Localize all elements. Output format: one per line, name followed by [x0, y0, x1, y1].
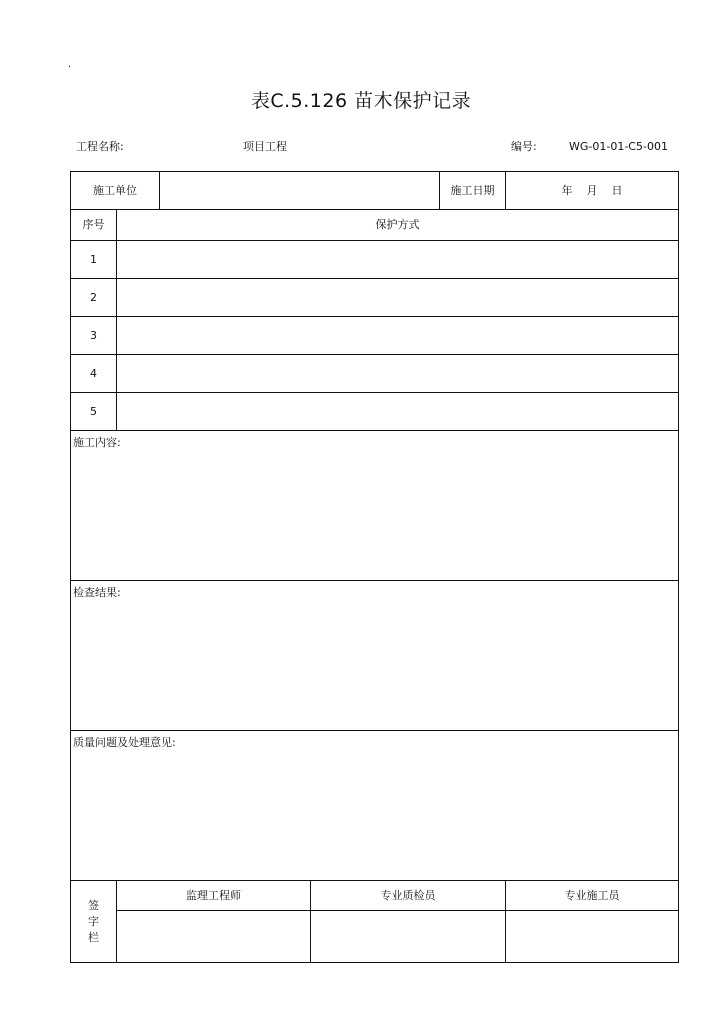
signature-column-label	[71, 881, 116, 962]
seq-header: 序号	[82, 218, 105, 231]
construction-date-field[interactable]: 年 月 日	[561, 183, 623, 197]
construction-content-label: 施工内容:	[73, 436, 121, 449]
supervising-engineer-signature-field[interactable]	[117, 911, 310, 962]
signature-char: 签	[88, 898, 99, 912]
row-method-field[interactable]	[117, 355, 678, 392]
supervising-engineer-label: 监理工程师	[186, 888, 241, 902]
construction-worker-signature-field[interactable]	[506, 911, 678, 962]
construction-unit-field[interactable]	[160, 172, 439, 209]
quality-issue-opinion-label: 质量问题及处理意见:	[73, 736, 176, 749]
construction-worker-label: 专业施工员	[564, 888, 620, 902]
quality-inspector-signature-field[interactable]	[311, 911, 505, 962]
construction-date-label: 施工日期	[450, 183, 495, 197]
page-mark: ·	[68, 62, 72, 73]
row-method-field[interactable]	[117, 279, 678, 316]
document-title: 表C.5.126 苗木保护记录	[250, 90, 472, 112]
row-seq: 5	[90, 404, 97, 418]
project-name-label: 工程名称:	[76, 140, 124, 153]
quality-inspector-label: 专业质检员	[380, 888, 436, 902]
protection-method-header: 保护方式	[375, 218, 420, 231]
row-seq: 2	[90, 290, 97, 304]
row-method-field[interactable]	[117, 317, 678, 354]
row-method-field[interactable]	[117, 241, 678, 278]
row-method-field[interactable]	[117, 393, 678, 430]
document-number-label: 编号:	[511, 140, 537, 153]
signature-char: 栏	[88, 930, 99, 944]
record-table	[70, 171, 679, 963]
project-name-value: 项目工程	[243, 140, 287, 153]
document-number-value: WG-01-01-C5-001	[569, 140, 668, 153]
row-seq: 3	[90, 328, 97, 342]
row-seq: 4	[90, 366, 97, 380]
signature-char: 字	[88, 914, 99, 928]
row-seq: 1	[90, 252, 97, 266]
inspection-result-label: 检查结果:	[73, 586, 121, 599]
construction-unit-label: 施工单位	[93, 183, 137, 197]
